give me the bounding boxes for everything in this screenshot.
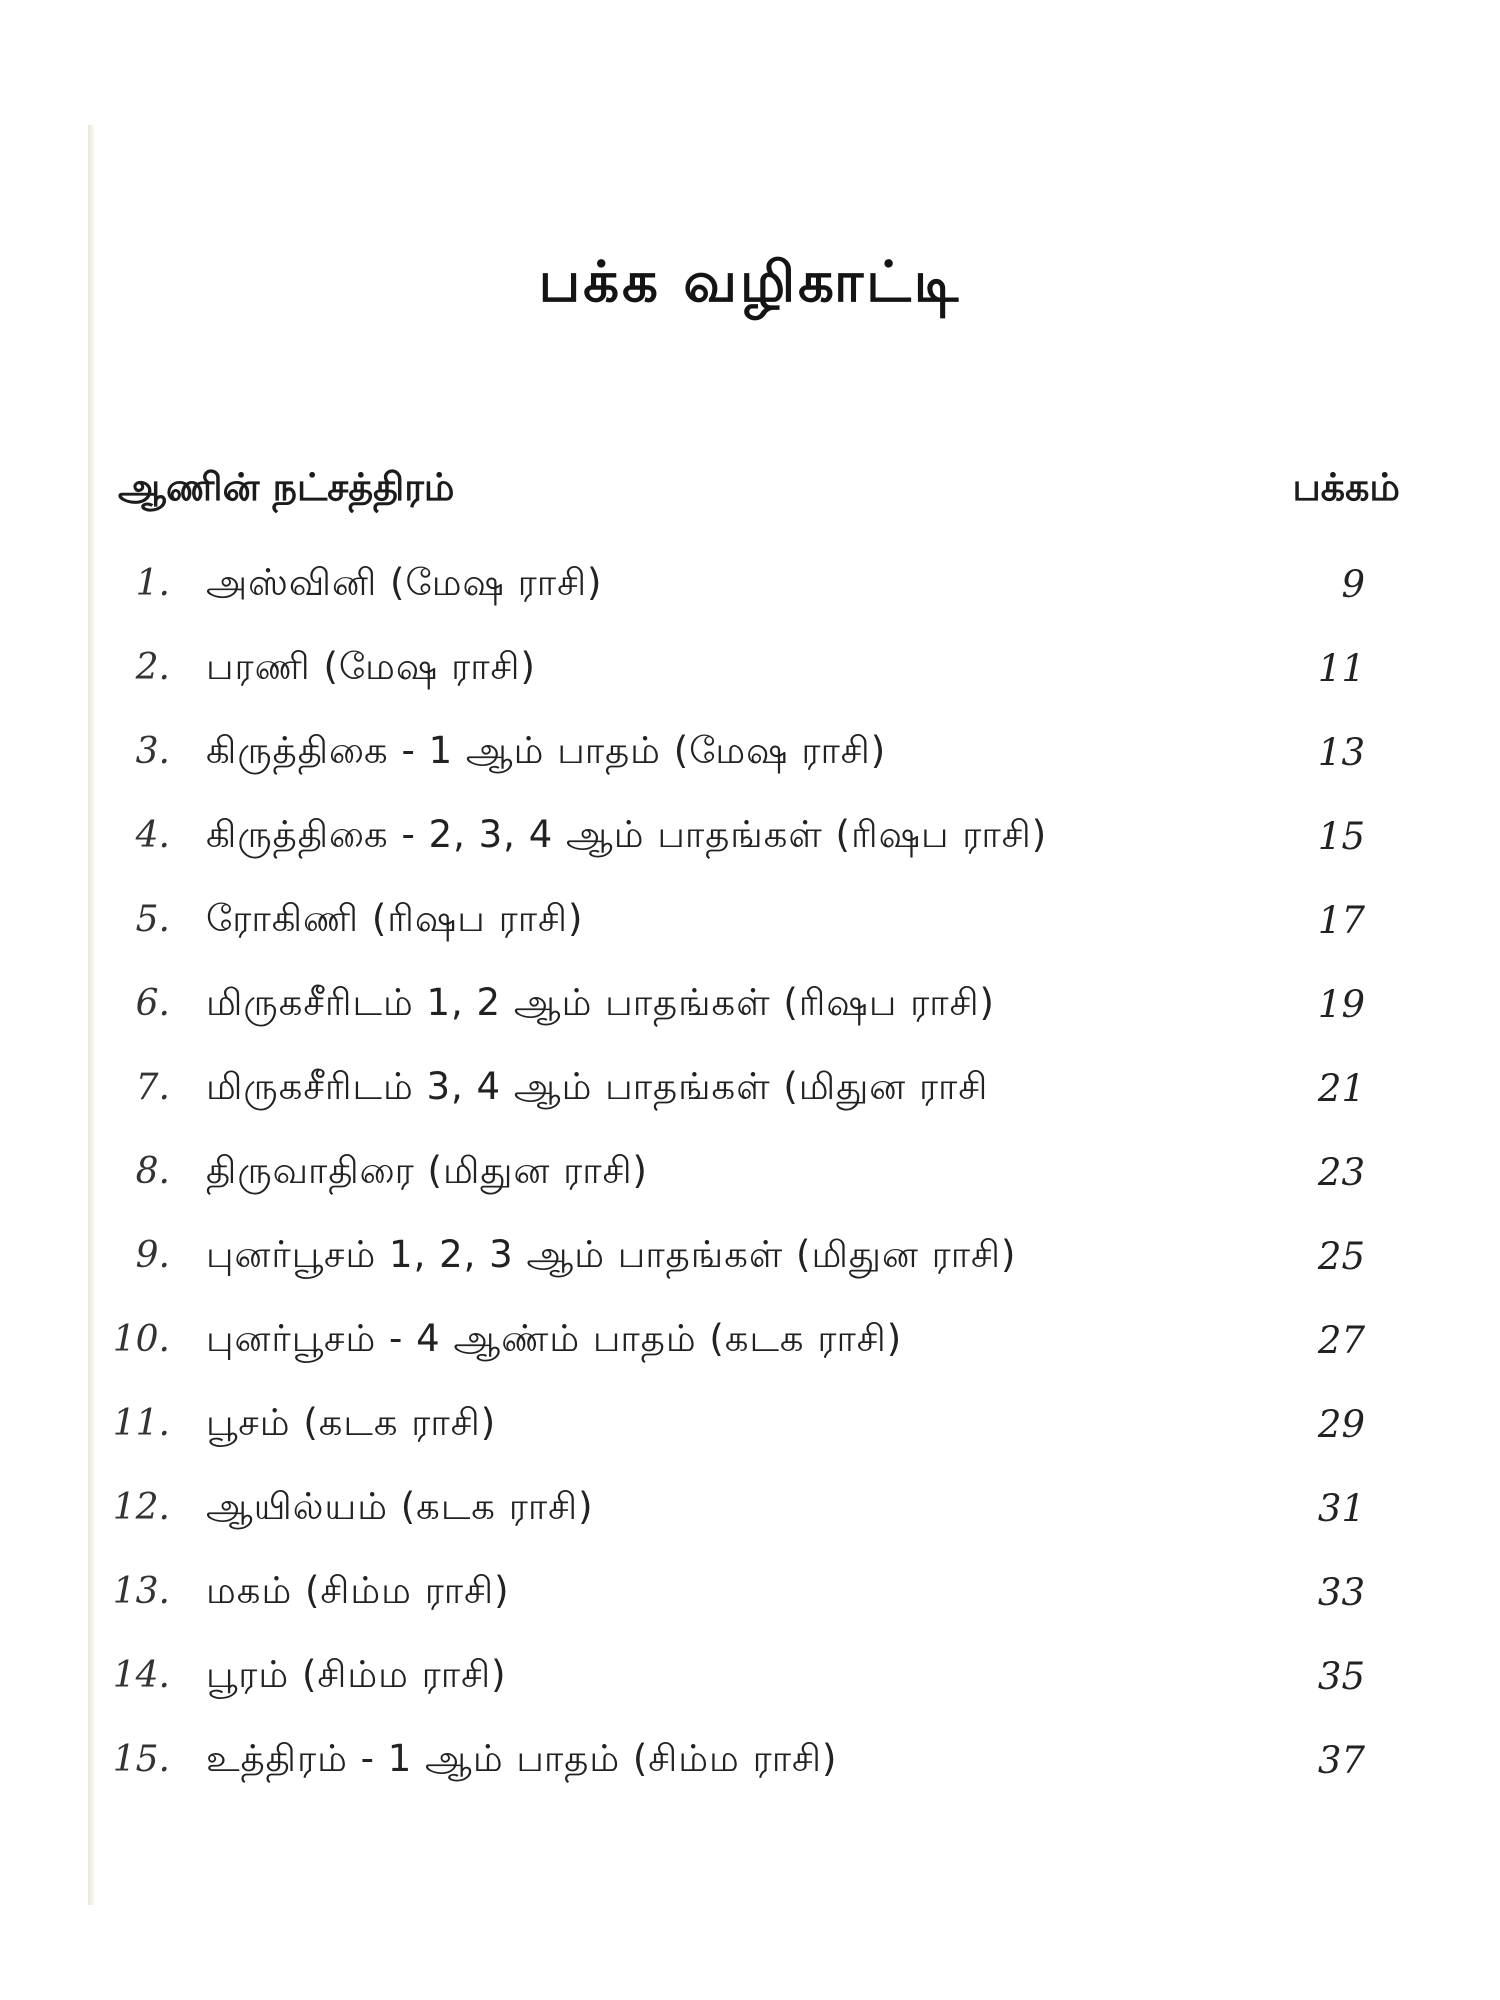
toc-row[interactable] (0, 1133, 1500, 1217)
toc-entry-title: மிருகசீரிடம் 3, 4 ஆம் பாதங்கள் (மிதுன ராசி (206, 1065, 989, 1108)
toc-entry-number: 10. (112, 1319, 170, 1360)
toc-row[interactable] (0, 1301, 1500, 1385)
toc-entry-number: 2. (135, 647, 170, 688)
toc-entry-number: 4. (135, 815, 170, 856)
toc-entry-title: அஸ்வினி (மேஷ ராசி) (206, 561, 603, 604)
column-header-page: பக்கம் (1292, 465, 1400, 509)
toc-entry-title: புனர்பூசம் 1, 2, 3 ஆம் பாதங்கள் (மிதுன ராசி) (206, 1233, 1017, 1276)
toc-entry-page: 37 (1317, 1739, 1365, 1782)
toc-entry-title: திருவாதிரை (மிதுன ராசி) (206, 1149, 648, 1192)
toc-entry-title: மகம் (சிம்ம ராசி) (206, 1569, 510, 1612)
toc-entry-number: 11. (112, 1403, 170, 1444)
toc-row[interactable] (0, 1217, 1500, 1301)
toc-row[interactable] (0, 545, 1500, 629)
toc-entry-title: பரணி (மேஷ ராசி) (206, 645, 536, 688)
toc-entry-number: 8. (135, 1151, 170, 1192)
toc-entry-number: 7. (135, 1067, 170, 1108)
toc-entry-title: பூரம் (சிம்ம ராசி) (206, 1653, 507, 1696)
toc-entry-page: 11 (1317, 647, 1365, 690)
toc-entry-page: 35 (1317, 1655, 1365, 1698)
toc-entry-page: 15 (1317, 815, 1365, 858)
toc-row[interactable] (0, 1385, 1500, 1469)
toc-row[interactable] (0, 629, 1500, 713)
toc-entry-title: கிருத்திகை - 2, 3, 4 ஆம் பாதங்கள் (ரிஷப ராசி) (206, 813, 1048, 856)
toc-row[interactable] (0, 1637, 1500, 1721)
toc-row[interactable] (0, 965, 1500, 1049)
toc-entry-page: 31 (1317, 1487, 1365, 1530)
toc-row[interactable] (0, 1469, 1500, 1553)
toc-entry-page: 33 (1317, 1571, 1365, 1614)
page-title: பக்க வழிகாட்டி (538, 250, 962, 315)
toc-entry-title: ரோகிணி (ரிஷப ராசி) (206, 897, 584, 940)
toc-entry-page: 9 (1341, 563, 1365, 606)
toc-row[interactable] (0, 1721, 1500, 1805)
column-header-star: ஆணின் நட்சத்திரம் (118, 465, 455, 509)
toc-entry-page: 23 (1317, 1151, 1365, 1194)
toc-row[interactable] (0, 1049, 1500, 1133)
toc-entry-number: 5. (135, 899, 170, 940)
toc-entry-number: 15. (112, 1739, 170, 1780)
toc-entry-number: 9. (135, 1235, 170, 1276)
table-of-contents (0, 545, 1500, 1805)
toc-row[interactable] (0, 881, 1500, 965)
toc-entry-page: 19 (1317, 983, 1365, 1026)
toc-entry-number: 13. (112, 1571, 170, 1612)
toc-entry-title: பூசம் (கடக ராசி) (206, 1401, 497, 1444)
toc-row[interactable] (0, 797, 1500, 881)
toc-entry-page: 17 (1317, 899, 1365, 942)
toc-entry-title: புனர்பூசம் - 4 ஆண்ம் பாதம் (கடக ராசி) (206, 1317, 903, 1360)
toc-entry-page: 13 (1317, 731, 1365, 774)
toc-entry-number: 1. (135, 563, 170, 604)
toc-row[interactable] (0, 1553, 1500, 1637)
toc-entry-page: 27 (1317, 1319, 1365, 1362)
toc-entry-number: 12. (112, 1487, 170, 1528)
toc-entry-page: 21 (1317, 1067, 1365, 1110)
toc-entry-page: 25 (1317, 1235, 1365, 1278)
toc-entry-number: 14. (112, 1655, 170, 1696)
toc-entry-title: உத்திரம் - 1 ஆம் பாதம் (சிம்ம ராசி) (206, 1737, 838, 1780)
toc-entry-title: ஆயில்யம் (கடக ராசி) (206, 1485, 594, 1528)
toc-entry-number: 6. (135, 983, 170, 1024)
toc-entry-title: கிருத்திகை - 1 ஆம் பாதம் (மேஷ ராசி) (206, 729, 887, 772)
toc-entry-page: 29 (1317, 1403, 1365, 1446)
toc-entry-number: 3. (135, 731, 170, 772)
toc-row[interactable] (0, 713, 1500, 797)
toc-entry-title: மிருகசீரிடம் 1, 2 ஆம் பாதங்கள் (ரிஷப ராசி) (206, 981, 995, 1024)
